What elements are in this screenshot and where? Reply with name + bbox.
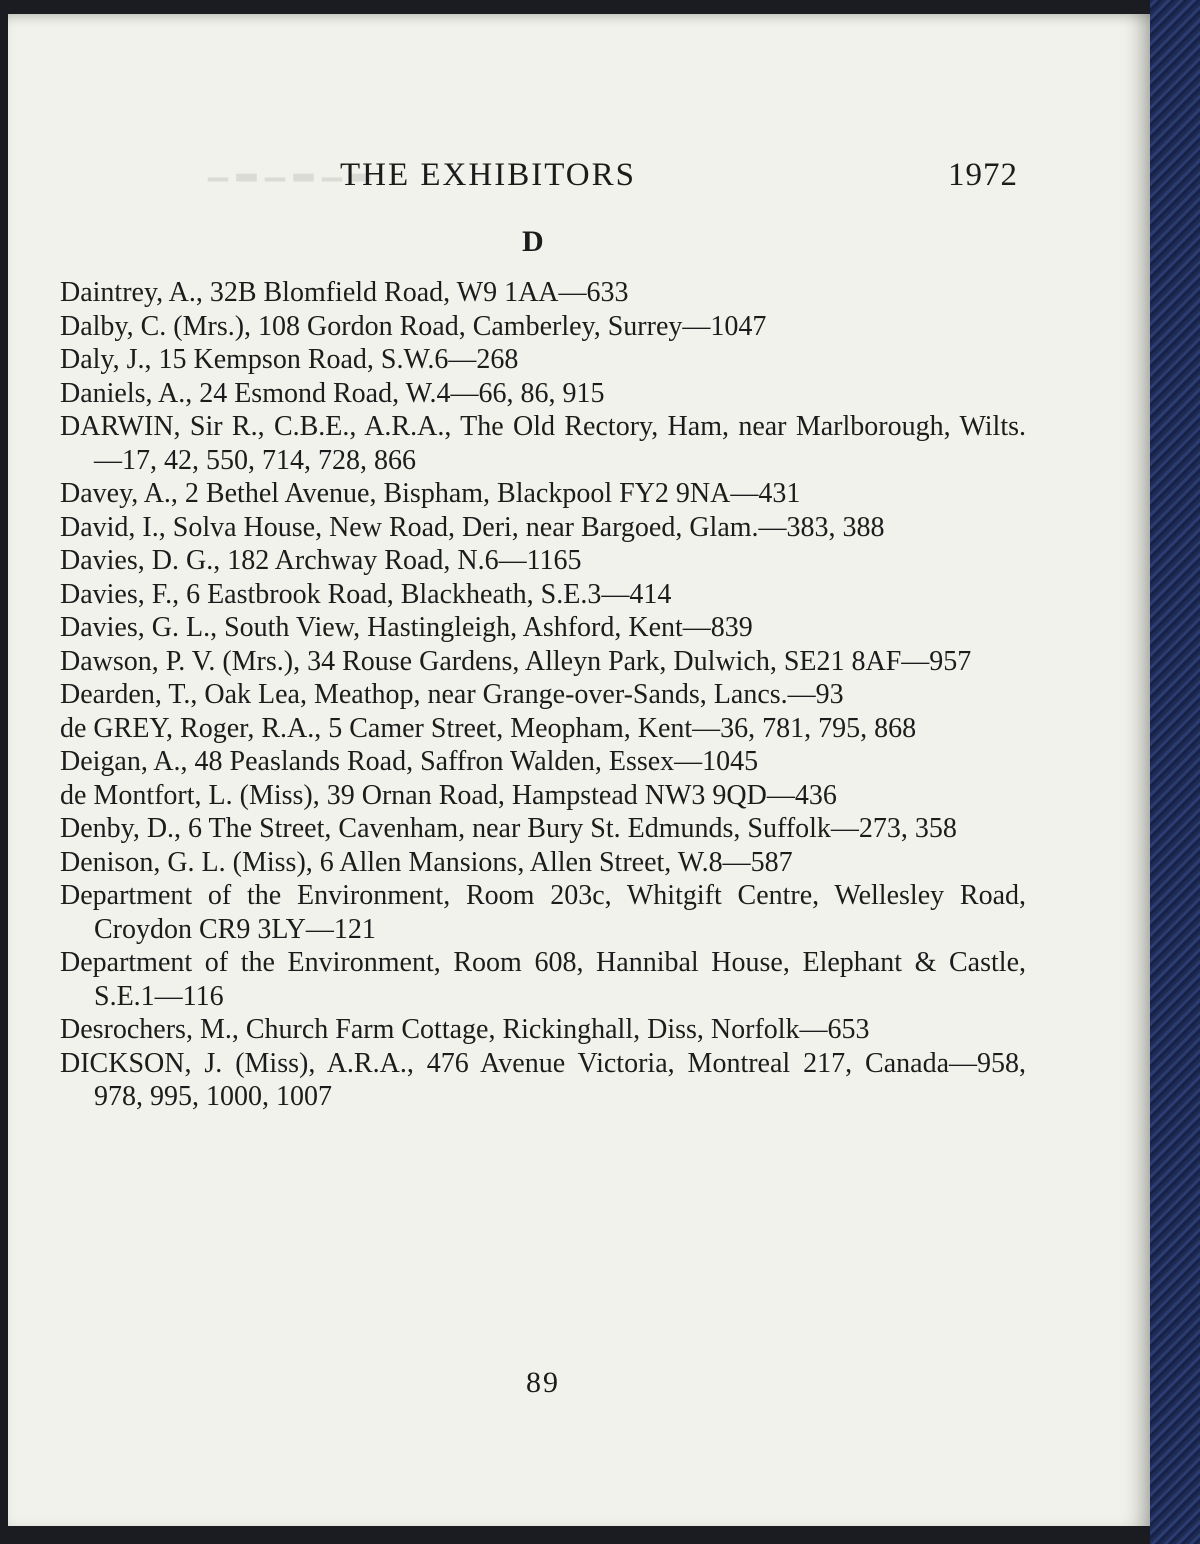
exhibitor-entry: Desrochers, M., Church Farm Cottage, Rickinghall, Diss, Norfolk—653: [60, 1014, 870, 1045]
exhibitor-entry: Davey, A., 2 Bethel Avenue, Bispham, Blackpool FY2 9NA—431: [60, 478, 801, 509]
exhibitor-entry: de Montfort, L. (Miss), 39 Ornan Road, Hampstead NW3 9QD—436: [60, 779, 837, 811]
exhibitor-entry: Daniels, A., 24 Esmond Road, W.4—66, 86, 915: [60, 377, 605, 409]
section-letter: D: [522, 225, 544, 258]
exhibitor-entry: Dawson, P. V. (Mrs.), 34 Rouse Gardens, Alleyn Park, Dulwich, SE21 8AF—957: [60, 645, 972, 677]
exhibitor-entry: Department of the Environment, Room 608, Hannibal House, Elephant & Castle, S.E.1—116: [60, 947, 1026, 1012]
exhibitor-entry: Davies, G. L., South View, Hastingleigh, Ashford, Kent—839: [60, 612, 753, 643]
running-header: [8, 157, 1150, 197]
exhibitor-entry: Department of the Environment, Room 203c, Whitgift Centre, Wellesley Road, Croydon CR9 3LY—121: [60, 880, 1026, 945]
exhibitor-entry: Daintrey, A., 32B Blomfield Road, W9 1AA—633: [60, 277, 629, 308]
exhibitor-list: [60, 276, 1026, 1114]
show-through: ▁ ▂ ▁ ▂ ▁ ▂: [208, 152, 372, 181]
exhibitor-entry: Dalby, C. (Mrs.), 108 Gordon Road, Camberley, Surrey—1047: [60, 310, 767, 342]
book-binding: [1150, 0, 1200, 1544]
exhibitor-entry: Denby, D., 6 The Street, Cavenham, near Bury St. Edmunds, Suffolk—273, 358: [60, 813, 957, 844]
exhibitor-entry: Denison, G. L. (Miss), 6 Allen Mansions, Allen Street, W.8—587: [60, 846, 793, 878]
exhibitor-entry: DARWIN, Sir R., C.B.E., A.R.A., The Old Rectory, Ham, near Marlborough, Wilts.—17, 42, 550, 714, 728, 866: [60, 411, 1026, 476]
exhibitor-entry: David, I., Solva House, New Road, Deri, near Bargoed, Glam.—383, 388: [60, 511, 885, 543]
header-year: 1972: [948, 157, 1018, 193]
book-page: [8, 14, 1150, 1526]
exhibitor-entry: Deigan, A., 48 Peaslands Road, Saffron Walden, Essex—1045: [60, 746, 759, 777]
exhibitor-entry: de GREY, Roger, R.A., 5 Camer Street, Meopham, Kent—36, 781, 795, 868: [60, 712, 917, 744]
exhibitor-entry: Davies, F., 6 Eastbrook Road, Blackheath, S.E.3—414: [60, 578, 672, 610]
exhibitor-entry: Dearden, T., Oak Lea, Meathop, near Grange-over-Sands, Lancs.—93: [60, 679, 844, 710]
exhibitor-entry: DICKSON, J. (Miss), A.R.A., 476 Avenue Victoria, Montreal 217, Canada—958, 978, 995, 1000, 1007: [60, 1047, 1026, 1112]
exhibitor-entry: Davies, D. G., 182 Archway Road, N.6—1165: [60, 545, 582, 576]
header-title: THE EXHIBITORS: [340, 157, 636, 193]
exhibitor-entry: Daly, J., 15 Kempson Road, S.W.6—268: [60, 344, 519, 375]
page-number: 89: [526, 1366, 560, 1399]
